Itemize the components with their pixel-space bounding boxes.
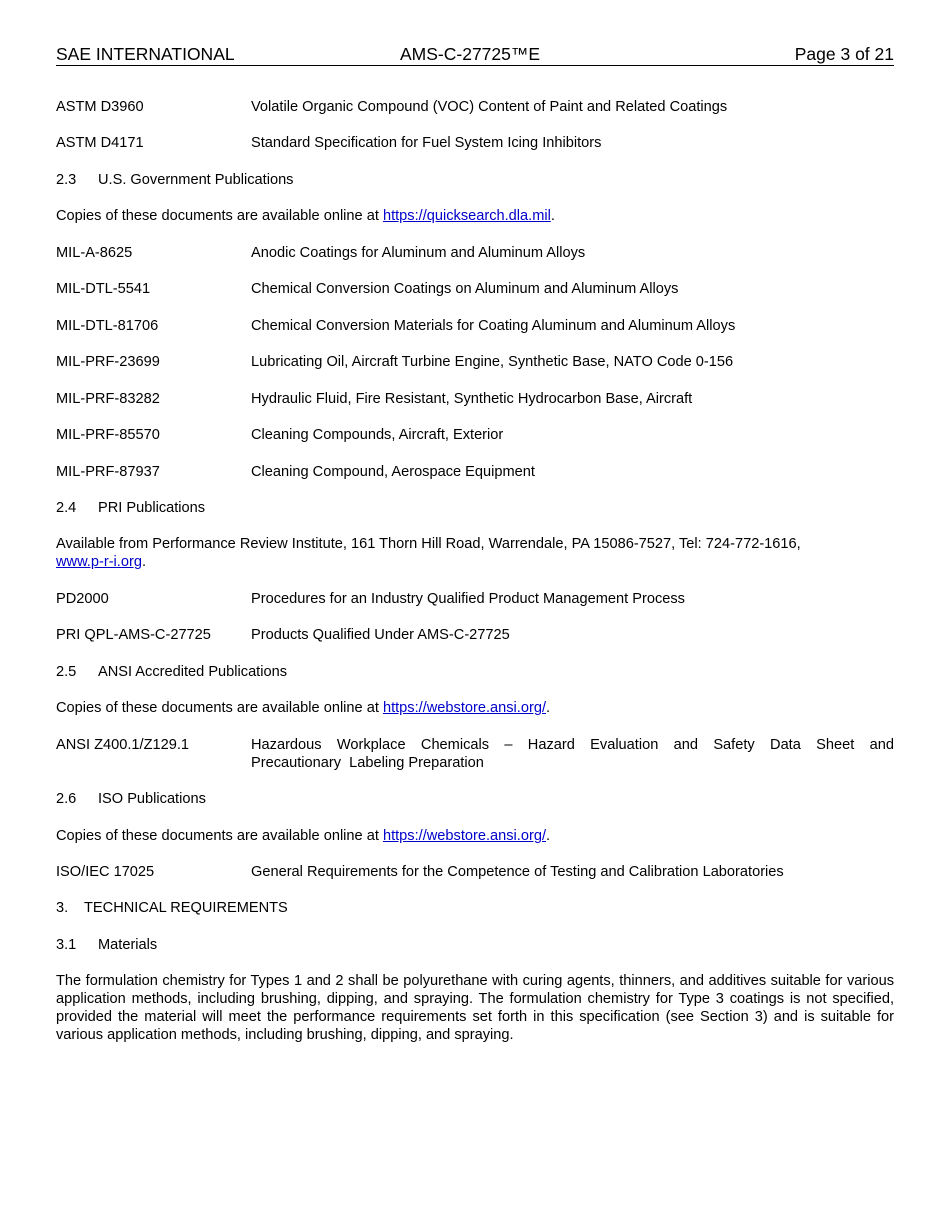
section-title: Materials bbox=[98, 937, 158, 953]
reference-title: General Requirements for the Competence of Testing and Calibration Laboratories bbox=[251, 864, 784, 880]
reference-title: Hazardous Workplace Chemicals – Hazard Evaluation and Safety Data Sheet and Precautionary Labeling Preparation bbox=[251, 737, 894, 771]
reference-title: Chemical Conversion Coatings on Aluminum and Aluminum Alloys bbox=[251, 281, 679, 297]
reference-title: Procedures for an Industry Qualified Product Management Process bbox=[251, 591, 685, 607]
reference-code: MIL-PRF-83282 bbox=[56, 391, 160, 407]
availability-note-2-6: Copies of these documents are available online at https://webstore.ansi.org/. bbox=[56, 828, 551, 844]
header-page-number: Page 3 of 21 bbox=[794, 44, 894, 64]
reference-row bbox=[56, 736, 894, 772]
section-number: 2.3 bbox=[56, 172, 77, 188]
reference-code: PRI QPL-AMS-C-27725 bbox=[56, 627, 211, 643]
section-number: 2.5 bbox=[56, 664, 77, 680]
reference-code: ASTM D4171 bbox=[56, 135, 144, 151]
reference-code: MIL-PRF-23699 bbox=[56, 354, 160, 370]
reference-code: PD2000 bbox=[56, 591, 109, 607]
reference-title: Hydraulic Fluid, Fire Resistant, Synthetic Hydrocarbon Base, Aircraft bbox=[251, 391, 693, 407]
section-number: 2.6 bbox=[56, 791, 77, 807]
materials-paragraph: The formulation chemistry for Types 1 and 2 shall be polyurethane with curing agents, thinners, and additives suitable for various application methods, including brushing, dipping, and spraying. The formulation chemistry for Type 3 coatings is not specified, provided the material will meet the performance requirements set forth in this specification (see Section 3) and is suitable for various application methods, including brushing, dipping, and spraying. bbox=[56, 973, 894, 1043]
reference-code: MIL-PRF-87937 bbox=[56, 464, 160, 480]
reference-code: MIL-PRF-85570 bbox=[56, 427, 160, 443]
reference-title: Volatile Organic Compound (VOC) Content of Paint and Related Coatings bbox=[251, 99, 728, 115]
availability-note-2-3: Copies of these documents are available online at https://quicksearch.dla.mil. bbox=[56, 208, 555, 224]
reference-code: MIL-A-8625 bbox=[56, 245, 133, 261]
section-number: 3. bbox=[56, 900, 69, 916]
page-header bbox=[56, 43, 894, 66]
dla-quicksearch-link[interactable]: https://quicksearch.dla.mil bbox=[382, 208, 551, 224]
reference-code: MIL-DTL-81706 bbox=[56, 318, 159, 334]
ansi-webstore-link[interactable]: https://webstore.ansi.org/ bbox=[382, 700, 546, 716]
section-title: ISO Publications bbox=[98, 791, 206, 807]
reference-title: Anodic Coatings for Aluminum and Aluminum Alloys bbox=[251, 245, 586, 261]
section-title: U.S. Government Publications bbox=[98, 172, 294, 188]
reference-code: ISO/IEC 17025 bbox=[56, 864, 155, 880]
reference-title: Cleaning Compound, Aerospace Equipment bbox=[251, 464, 535, 480]
header-org: SAE INTERNATIONAL bbox=[56, 44, 235, 64]
reference-title: Lubricating Oil, Aircraft Turbine Engine, Synthetic Base, NATO Code 0-156 bbox=[251, 354, 734, 370]
reference-code: ASTM D3960 bbox=[56, 99, 144, 115]
header-doc-id: AMS-C-27725™E bbox=[400, 44, 541, 64]
availability-note-2-4: Available from Performance Review Institute, 161 Thorn Hill Road, Warrendale, PA 15086-7527, Tel: 724-772-1616, www.p-r-i.org. bbox=[56, 536, 801, 570]
reference-code: MIL-DTL-5541 bbox=[56, 281, 151, 297]
ansi-webstore-link[interactable]: https://webstore.ansi.org/ bbox=[382, 828, 546, 844]
section-number: 3.1 bbox=[56, 937, 77, 953]
section-number: 2.4 bbox=[56, 500, 77, 516]
reference-title: Products Qualified Under AMS-C-27725 bbox=[251, 627, 510, 643]
reference-title: Cleaning Compounds, Aircraft, Exterior bbox=[251, 427, 504, 443]
reference-title: Standard Specification for Fuel System Icing Inhibitors bbox=[251, 135, 602, 151]
reference-title: Chemical Conversion Materials for Coating Aluminum and Aluminum Alloys bbox=[251, 318, 736, 334]
section-title: ANSI Accredited Publications bbox=[98, 664, 288, 680]
availability-note-2-5: Copies of these documents are available online at https://webstore.ansi.org/. bbox=[56, 700, 551, 716]
pri-website-link[interactable]: www.p-r-i.org bbox=[56, 554, 142, 570]
section-title: TECHNICAL REQUIREMENTS bbox=[84, 900, 288, 916]
reference-code: ANSI Z400.1/Z129.1 bbox=[56, 737, 190, 753]
section-title: PRI Publications bbox=[98, 500, 206, 516]
